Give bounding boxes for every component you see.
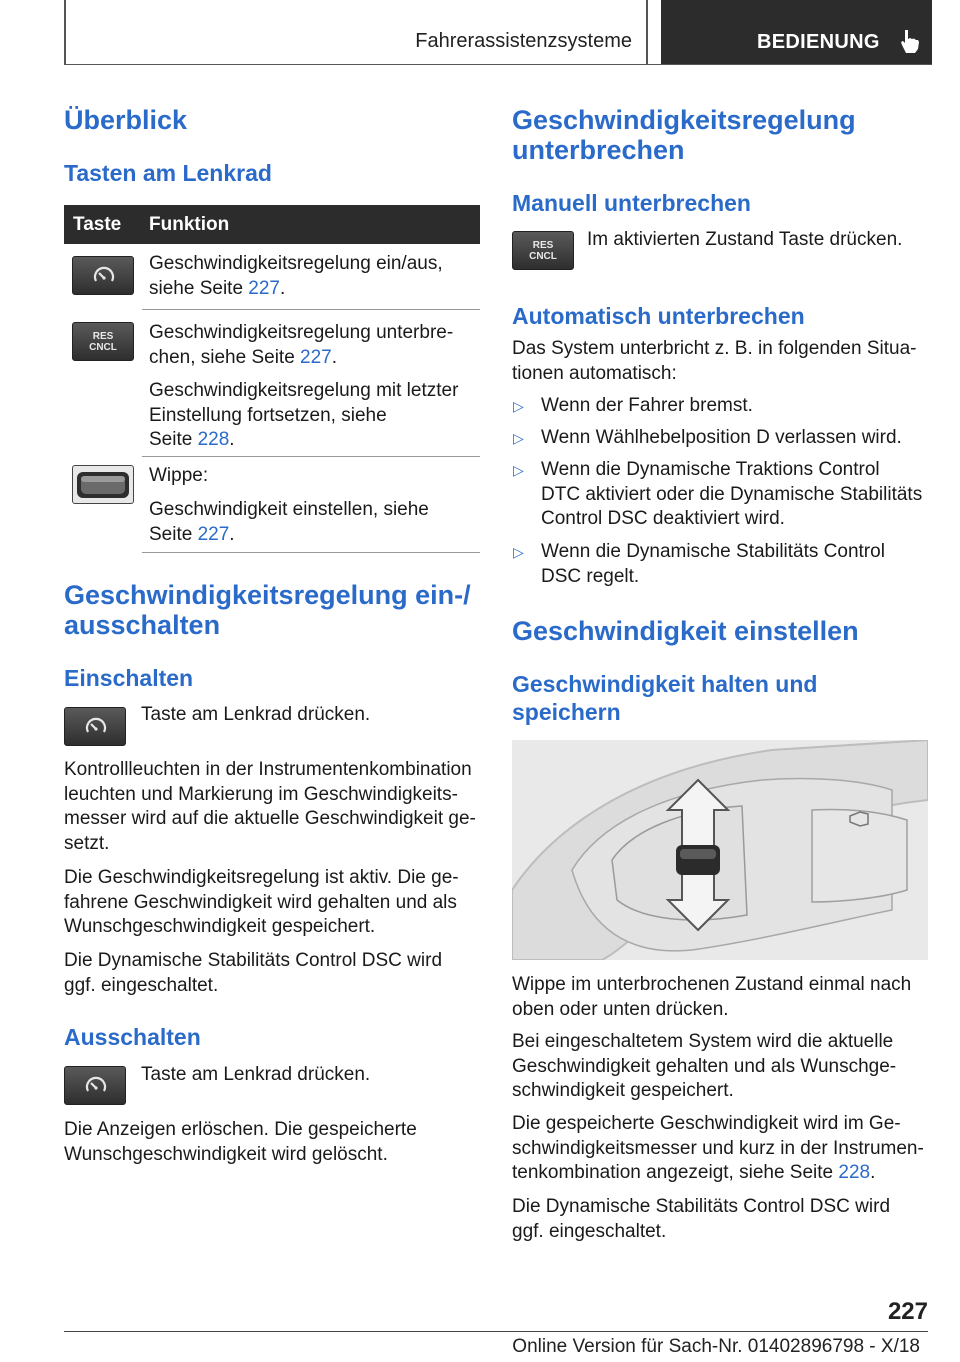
- cncl-label: CNCL: [529, 251, 557, 262]
- hold-para3: [512, 1112, 932, 1186]
- page-number: 227: [887, 1298, 928, 1325]
- row3-line2: Seite: [149, 523, 198, 545]
- heading-interrupt-line2: unterbrechen: [512, 135, 685, 165]
- speedometer-icon: [72, 256, 134, 295]
- bullet-text: DSC regelt.: [541, 565, 640, 587]
- row3-tail: .: [229, 523, 235, 545]
- text-line: oben oder unten drücken.: [512, 998, 729, 1020]
- text-line: ggf. eingeschaltet.: [64, 974, 219, 996]
- heading-manual-interrupt: Manuell unterbrechen: [512, 190, 751, 216]
- text-line: Die Dynamische Stabilitäts Control DSC wird: [64, 950, 443, 971]
- header-chapter-box: [64, 0, 648, 64]
- text-line: Das System unterbricht z. B. in folgenden Situa-: [512, 338, 917, 359]
- text-line: Die Anzeigen erlöschen. Die gespeicherte: [64, 1119, 417, 1140]
- text-line: Die Dynamische Stabilitäts Control DSC wird: [512, 1196, 891, 1217]
- heading-onoff: [64, 580, 471, 640]
- triangle-bullet-icon: ▷: [513, 398, 524, 414]
- rocker-switch-icon: [72, 465, 134, 504]
- table-divider: [142, 552, 480, 553]
- row3-line1: Geschwindigkeit einstellen, siehe: [149, 499, 429, 520]
- heading-onoff-line1: Geschwindigkeitsregelung ein-/: [64, 580, 471, 610]
- switch-off-para1: [64, 1118, 484, 1167]
- manual-instruction: Im aktivierten Zustand Taste drücken.: [587, 229, 903, 250]
- text-line: Bei eingeschaltetem System wird die aktuelle: [512, 1031, 894, 1052]
- heading-hold-line1: Geschwindigkeit halten und: [512, 671, 818, 697]
- hold-para4: [512, 1195, 932, 1244]
- bullet-text: Wenn Wählhebelposition D verlassen wird.: [541, 427, 902, 448]
- text-line: Wippe im unterbrochenen Zustand einmal nach: [512, 974, 912, 995]
- bullet-text-block: [541, 540, 928, 589]
- text-line: setzt.: [64, 832, 110, 854]
- page-link-228[interactable]: 228: [197, 429, 230, 450]
- bullet-text-block: [541, 458, 928, 532]
- text-line: tionen automatisch:: [512, 362, 677, 384]
- page-link-228[interactable]: 228: [838, 1162, 871, 1183]
- res-label: RES: [532, 240, 554, 251]
- row2-para2-line1: Geschwindigkeitsregelung mit letzter: [149, 380, 459, 401]
- heading-set-speed: Geschwindigkeit einstellen: [512, 616, 859, 646]
- hold-para1: [512, 973, 932, 1022]
- heading-auto-interrupt: Automatisch unterbrechen: [512, 303, 805, 329]
- page-link-227[interactable]: 227: [300, 346, 332, 368]
- footer-text: Online Version für Sach-Nr. 01402896798 - X/18: [512, 1336, 920, 1357]
- switch-on-para1: [64, 758, 484, 856]
- heading-switch-off: Ausschalten: [64, 1024, 201, 1050]
- text-line: Die Geschwindigkeitsregelung ist aktiv. Die ge-: [64, 867, 459, 888]
- row3-label: Wippe:: [149, 465, 209, 486]
- page-link-227[interactable]: 227: [248, 277, 280, 299]
- heading-interrupt-line1: Geschwindigkeitsregelung: [512, 105, 856, 135]
- header-section-box: [661, 0, 932, 64]
- text-line: leuchten und Markierung im Geschwindigkeits-: [64, 783, 458, 805]
- buttons-table: [64, 205, 480, 545]
- heading-interrupt: [512, 105, 856, 165]
- row2-para2-tail: .: [229, 429, 235, 450]
- table-header: [64, 205, 480, 244]
- row2-tail: .: [331, 346, 338, 368]
- bullet-text: Control DSC deaktiviert wird.: [541, 508, 785, 529]
- res-cncl-button: [72, 322, 134, 361]
- heading-overview: Überblick: [64, 105, 188, 135]
- text-line: schwindigkeitsmesser und kurz in der Instrumen-: [512, 1137, 924, 1159]
- row2-line1: Geschwindigkeitsregelung unterbre-: [149, 322, 454, 343]
- bullet-text: Wenn die Dynamische Traktions Control: [541, 459, 880, 480]
- triangle-bullet-icon: ▷: [513, 430, 524, 446]
- res-label: RES: [92, 331, 114, 342]
- text-line: fahrene Geschwindigkeit wird gehalten und als: [64, 891, 457, 913]
- list-item: [513, 394, 928, 419]
- heading-steering-buttons: Tasten am Lenkrad: [64, 160, 272, 186]
- triangle-bullet-icon: ▷: [513, 544, 524, 560]
- hand-pointer-icon: [897, 28, 923, 54]
- switch-on-para3: [64, 949, 484, 998]
- table-row: [64, 309, 480, 456]
- triangle-bullet-icon: ▷: [513, 462, 524, 478]
- text-line: Wunschgeschwindigkeit wird gelöscht.: [64, 1143, 388, 1165]
- heading-hold-store: [512, 670, 817, 726]
- page-link-227[interactable]: 227: [197, 523, 230, 545]
- hold-para2: [512, 1030, 932, 1104]
- table-row: [64, 456, 480, 552]
- heading-switch-on: Einschalten: [64, 665, 194, 691]
- row2-para2-line3: Seite: [149, 429, 198, 450]
- text-line: Geschwindigkeit gehalten und als Wunschge-: [512, 1055, 897, 1077]
- table-header-key: Taste: [73, 214, 122, 235]
- header-chapter: Fahrerassistenzsysteme: [415, 30, 632, 52]
- row1-line2: siehe Seite: [149, 277, 249, 299]
- speedometer-icon: [64, 1066, 126, 1105]
- footer-rule: [64, 1331, 928, 1332]
- table-header-function: Funktion: [149, 214, 230, 235]
- list-item: [513, 426, 928, 451]
- bullet-text: DTC aktiviert oder die Dynamische Stabilitäts: [541, 483, 923, 505]
- text-line: ggf. eingeschaltet.: [512, 1220, 667, 1242]
- res-cncl-button: [512, 231, 574, 270]
- text-line: messer wird auf die aktuelle Geschwindigkeit ge-: [64, 808, 476, 829]
- steering-wheel-illustration: [512, 740, 928, 960]
- heading-hold-line2: speichern: [512, 699, 621, 725]
- switch-off-instruction: Taste am Lenkrad drücken.: [141, 1064, 371, 1085]
- bullet-text: Wenn die Dynamische Stabilitäts Control: [541, 541, 885, 562]
- text-line: Wunschgeschwindigkeit gespeichert.: [64, 916, 376, 937]
- list-item: [513, 540, 928, 589]
- text-line: Die gespeicherte Geschwindigkeit wird im Ge-: [512, 1113, 901, 1134]
- list-item: [513, 458, 928, 532]
- text-line: Kontrollleuchten in der Instrumentenkombination: [64, 759, 472, 780]
- row2-para2-line2: Einstellung fortsetzen, siehe: [149, 404, 387, 426]
- row1-line1: Geschwindigkeitsregelung ein/aus,: [149, 253, 443, 274]
- cncl-label: CNCL: [89, 342, 117, 353]
- table-row: [64, 244, 480, 309]
- auto-para: [512, 337, 932, 386]
- switch-on-instruction: Taste am Lenkrad drücken.: [141, 704, 371, 725]
- row2-line2: chen, siehe Seite: [149, 346, 301, 368]
- text-tail: .: [870, 1162, 876, 1183]
- heading-onoff-line2: ausschalten: [64, 610, 221, 640]
- row1-tail: .: [280, 277, 286, 299]
- speedometer-icon: [64, 707, 126, 746]
- header-rule: [64, 64, 932, 65]
- switch-on-para2: [64, 866, 484, 940]
- header-section: BEDIENUNG: [757, 31, 880, 53]
- text-line: tenkombination angezeigt, siehe Seite: [512, 1162, 839, 1183]
- bullet-text: Wenn der Fahrer bremst.: [541, 395, 753, 416]
- text-line: schwindigkeit gespeichert.: [512, 1080, 734, 1101]
